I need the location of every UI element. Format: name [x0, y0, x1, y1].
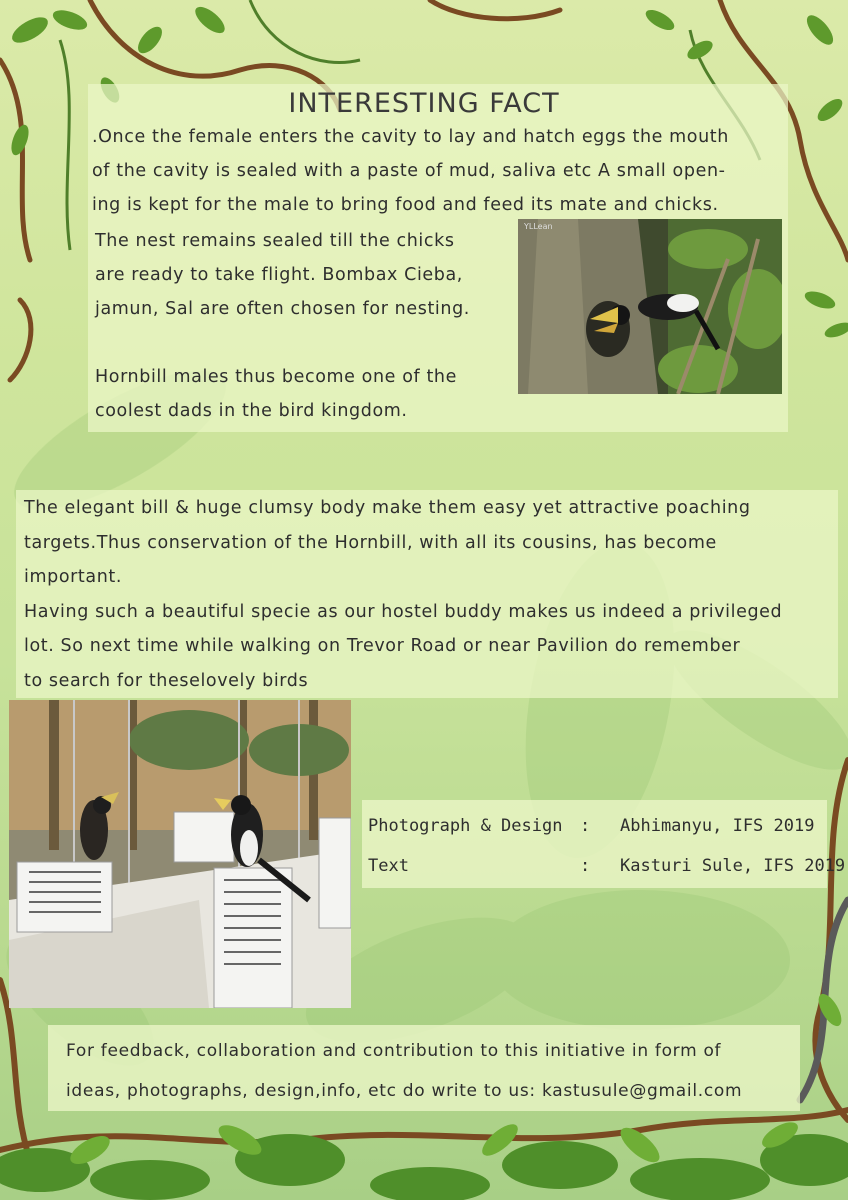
feedback-text: [66, 1031, 742, 1111]
conservation-line: lot. So next time while walking on Trevor Road or near Pavilion do remember: [24, 636, 741, 656]
photo-watermark: YLLean: [524, 222, 553, 231]
fact-text-wide: [92, 120, 729, 222]
conservation-text: [24, 491, 782, 698]
fact-line: The nest remains sealed till the chicks: [95, 231, 455, 251]
credit-separator: :: [580, 816, 591, 836]
feedback-line: For feedback, collaboration and contribution to this initiative in form of: [66, 1041, 722, 1061]
credit-name: Kasturi Sule, IFS 2019: [620, 856, 846, 876]
fact-line: of the cavity is sealed with a paste of mud, saliva etc A small open-: [92, 161, 726, 181]
fact-line: Hornbill males thus become one of the: [95, 367, 457, 387]
fact-line: ing is kept for the male to bring food and feed its mate and chicks.: [92, 195, 719, 215]
fact-line: .Once the female enters the cavity to lay and hatch eggs the mouth: [92, 127, 729, 147]
conservation-line: The elegant bill & huge clumsy body make them easy yet attractive poaching: [24, 498, 751, 518]
conservation-line: to search for theselovely birds: [24, 670, 309, 691]
credit-role: Photograph & Design: [368, 816, 563, 836]
page-title: INTERESTING FACT: [288, 88, 560, 119]
credit-role: Text: [368, 856, 409, 876]
credit-separator: :: [580, 856, 591, 876]
conservation-line: important.: [24, 567, 123, 587]
fact-text-closing: [95, 360, 457, 428]
hornbill-nest-photo: [518, 219, 782, 394]
conservation-line: Having such a beautiful specie as our hostel buddy makes us indeed a privileged: [24, 601, 783, 622]
fact-line: jamun, Sal are often chosen for nesting.: [95, 299, 470, 319]
feedback-line: ideas, photographs, design,info, etc do write to us: kastusule@gmail.com: [66, 1081, 743, 1101]
credit-name: Abhimanyu, IFS 2019: [620, 816, 815, 836]
fact-text-narrow: [95, 224, 470, 326]
conservation-line: targets.Thus conservation of the Hornbill, with all its cousins, has become: [24, 532, 717, 553]
fact-line: are ready to take flight. Bombax Cieba,: [95, 265, 463, 285]
hostel-hornbill-photo: [9, 700, 351, 1008]
credits-panel: [362, 800, 846, 888]
fact-line: coolest dads in the bird kingdom.: [95, 401, 408, 421]
